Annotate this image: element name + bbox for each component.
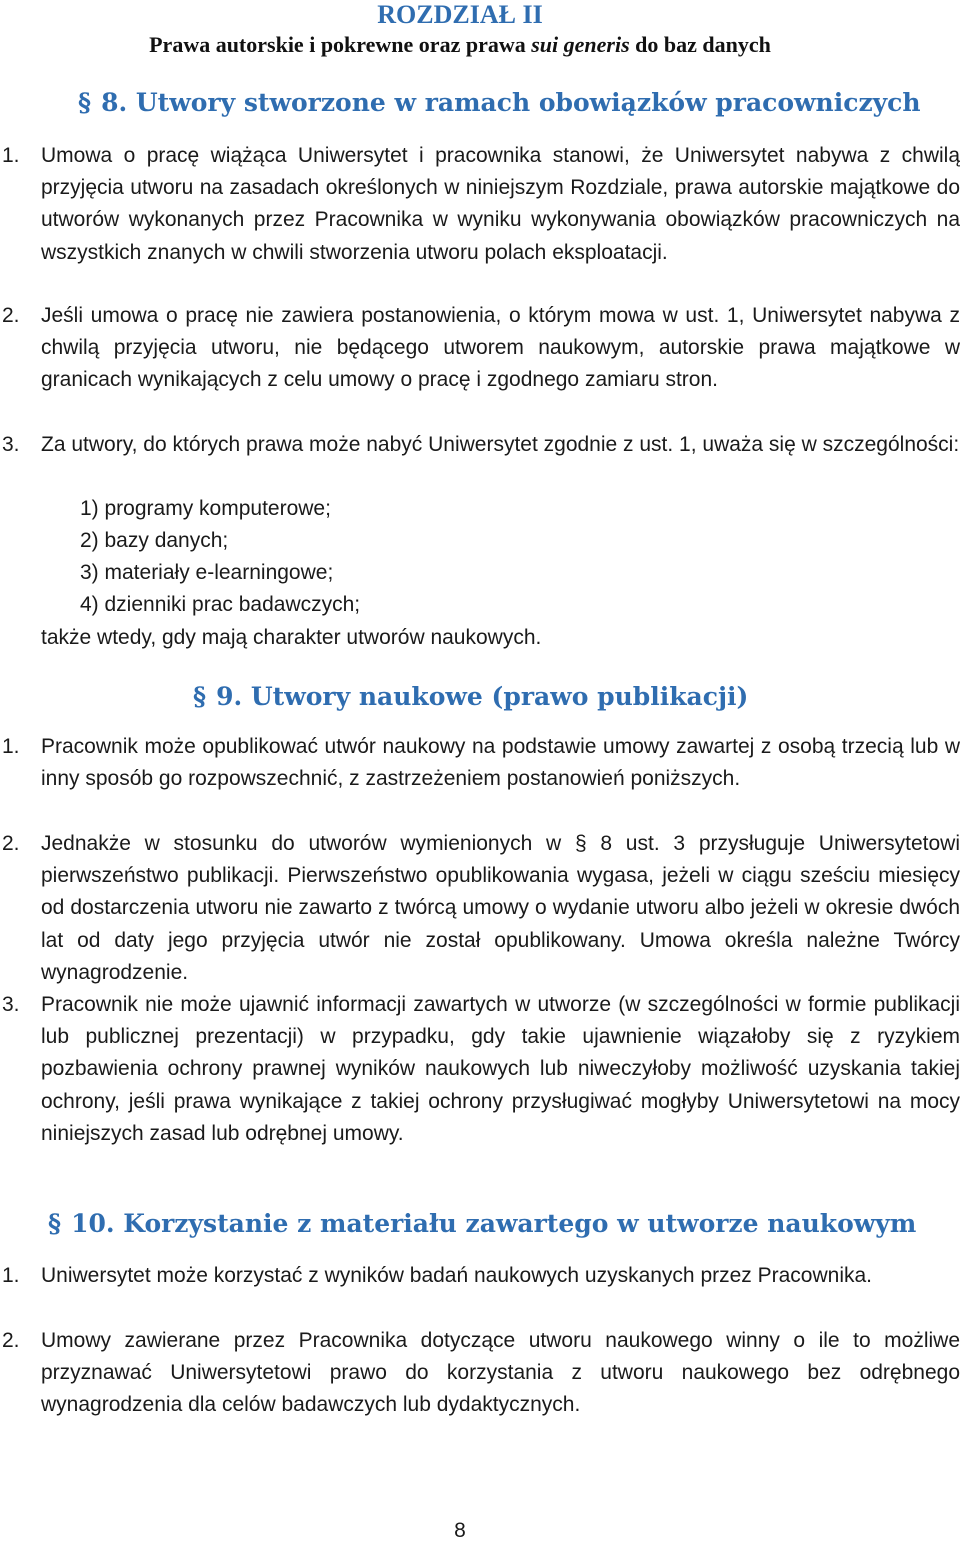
section-symbol: § xyxy=(193,682,207,711)
item-text: Pracownik nie może ujawnić informacji zawartych w utworze (w szczególności w formie publikacji lub publicznej prezentacji) w przypadku, gdy takie ujawnienie wiązałoby się z ryzykiem pozbawienia ochrony prawnej wyników naukowych lub niweczyłoby możliwość uzyskania takiej ochrony, jeśli prawa wynikające z takiej ochrony przysługiwać mogłyby Uniwersytetowi na mocy niniejszych zasad lub odrębnej umowy. xyxy=(41,993,960,1145)
item-text: Jeśli umowa o pracę nie zawiera postanowienia, o którym mowa w ust. 1, Uniwersytet nabywa z chwilą przyjęcia utworu, nie będącego utworem naukowym, autorskie prawa majątkowe w granicach wynikających z celu umowy o pracę i zgodnego zamiaru stron. xyxy=(41,304,960,392)
chapter-subtitle xyxy=(0,32,920,58)
item-number: 1. xyxy=(2,735,20,758)
chapter-title: ROZDZIAŁ II xyxy=(377,0,543,29)
item-number: 1. xyxy=(2,1264,20,1287)
section-symbol: § xyxy=(78,88,92,117)
section-heading-9 xyxy=(193,681,748,713)
item-number: 3. xyxy=(2,433,20,456)
section-symbol: § xyxy=(48,1209,62,1238)
subtitle-part-1: Prawa autorskie i pokrewne oraz prawa xyxy=(149,32,532,57)
subtitle-italic: sui generis xyxy=(531,32,630,57)
page-number: 8 xyxy=(454,1519,466,1542)
closing-text: także wtedy, gdy mają charakter utworów naukowych. xyxy=(41,626,542,649)
item-text: Uniwersytet może korzystać z wyników badań naukowych uzyskanych przez Pracownika. xyxy=(41,1264,873,1287)
sub-list-item: 2) bazy danych; xyxy=(80,529,229,552)
section-heading-8 xyxy=(78,87,921,119)
section-heading-text: 9. Utwory naukowe (prawo publikacji) xyxy=(216,682,749,711)
item-text: Za utwory, do których prawa może nabyć Uniwersytet zgodnie z ust. 1, uważa się w szczególności: xyxy=(41,433,960,456)
item-number: 2. xyxy=(2,1329,20,1352)
item-text: Umowy zawierane przez Pracownika dotyczące utworu naukowego winny o ile to możliwe przyznawać Uniwersytetowi prawo do korzystania z utworu naukowego bez odrębnego wynagrodzenia dla celów badawczych lub dydaktycznych. xyxy=(41,1329,960,1417)
sub-list-item: 3) materiały e-learningowe; xyxy=(80,561,334,584)
section-heading-text: 10. Korzystanie z materiału zawartego w utworze naukowym xyxy=(71,1209,917,1238)
item-number: 2. xyxy=(2,832,20,855)
section-heading-text: 8. Utwory stworzone w ramach obowiązków pracowniczych xyxy=(101,88,921,117)
sub-list-item: 1) programy komputerowe; xyxy=(80,497,331,520)
item-text: Pracownik może opublikować utwór naukowy na podstawie umowy zawartej z osobą trzecią lub w inny sposób go rozpowszechnić, z zastrzeżeniem postanowień poniższych. xyxy=(41,735,960,791)
item-text: Jednakże w stosunku do utworów wymienionych w § 8 ust. 3 przysługuje Uniwersytetowi pierwszeństwo publikacji. Pierwszeństwo opublikowania wygasa, jeżeli w ciągu sześciu miesięcy od dostarczenia utworu nie zawarto z twórcą umowy o wydanie utworu albo jeżeli w okresie dwóch lat od daty jego przyjęcia utwór nie został opublikowany. Umowa określa należne Twórcy wynagrodzenie. xyxy=(41,832,960,984)
item-number: 1. xyxy=(2,144,20,167)
item-text: Umowa o pracę wiążąca Uniwersytet i pracownika stanowi, że Uniwersytet nabywa z chwilą przyjęcia utworu na zasadach określonych w niniejszym Rozdziale, prawa autorskie majątkowe do utworów wykonanych przez Pracownika w wyniku wykonywania obowiązków pracowniczych na wszystkich znanych w chwili stworzenia utworu polach eksploatacji. xyxy=(41,144,960,264)
subtitle-part-2: do baz danych xyxy=(629,32,771,57)
item-number: 2. xyxy=(2,304,20,327)
sub-list-item: 4) dzienniki prac badawczych; xyxy=(80,593,361,616)
item-number: 3. xyxy=(2,993,20,1016)
section-heading-10 xyxy=(48,1208,916,1240)
